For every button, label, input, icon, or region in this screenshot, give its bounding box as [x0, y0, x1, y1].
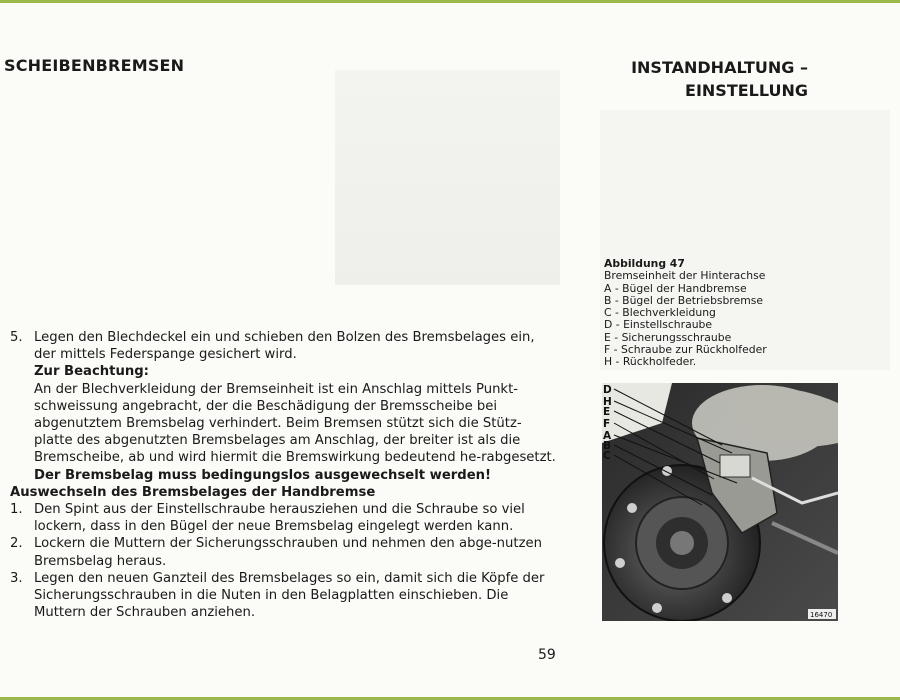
figure-caption [604, 258, 767, 369]
wheel-stud [722, 593, 732, 603]
label-h: H [603, 396, 612, 408]
list-item [10, 535, 558, 569]
wheel-stud [652, 603, 662, 613]
note-emphasis: Der Bremsbelag muss bedingungslos ausgewechselt werden! [34, 467, 492, 483]
caption-line: A - Bügel der Handbremse [604, 281, 747, 295]
caption-line: B - Bügel der Betriebsbremse [604, 293, 764, 307]
list-text: Den Spint aus der Einstellschraube herausziehen und die Schraube so viel lockern, dass in den Bügel der neue Bremsbelag eingelegt werden kann. [34, 502, 525, 535]
caption-line: E - Sicherungsschraube [604, 330, 732, 344]
section-title-right [631, 56, 808, 102]
note-heading: Zur Beachtung: [34, 364, 149, 380]
brake-pad [720, 455, 750, 477]
bleed-through-shadow [335, 70, 560, 285]
list-item-5 [10, 329, 558, 363]
label-a: A [603, 430, 612, 442]
list-text: Legen den Blechdeckel ein und schieben den Bolzen des Bremsbelages ein, der mittels Federspange gesichert wird. [34, 330, 535, 363]
caption-line: Bremseinheit der Hinterachse [604, 269, 766, 283]
list-number: 3. [10, 570, 23, 586]
caption-title: Abbildung 47 [604, 257, 685, 270]
list-text: Lockern die Muttern der Sicherungsschrauben und nehmen den abge-nutzen Bremsbelag heraus. [34, 536, 542, 569]
list-item [10, 501, 558, 535]
brake-unit-photo [602, 383, 838, 621]
section-title-right-line2: EINSTELLUNG [685, 81, 808, 100]
list-item [10, 570, 558, 622]
caption-line: H - Rückholfeder. [604, 355, 697, 369]
note-paragraph [34, 381, 558, 484]
caption-line: F - Schraube zur Rückholfeder [604, 343, 767, 357]
label-f: F [603, 418, 611, 430]
section-title-left: SCHEIBENBREMSEN [4, 56, 185, 75]
subsection-heading: Auswechseln des Bremsbelages der Handbremse [10, 484, 376, 500]
list-number: 5. [10, 330, 23, 345]
caption-line: C - Blechverkleidung [604, 306, 716, 320]
wheel-stud [615, 558, 625, 568]
body-text [10, 329, 558, 621]
label-d: D [603, 384, 612, 396]
note-text: An der Blechverkleidung der Bremseinheit ist ein Anschlag mittels Punkt-schweissung angebracht, der die Beschädigung der Bremsscheibe bei abgenutztem Bremsbelag verhindert. Beim Bremsen stützt sich die Stütz-platte des abgenutzten Bremsbelages am Anschlag, der breiter ist als die Bremscheibe, ab und wird hiermit die Bremswirkung bedeutend he-rabgesetzt. [34, 381, 556, 466]
wheel-stud [662, 466, 672, 476]
list-number: 1. [10, 502, 23, 518]
hub-center [670, 531, 694, 555]
label-e: E [603, 406, 611, 418]
list-number: 2. [10, 536, 23, 552]
caption-line: D - Einstellschraube [604, 318, 713, 332]
label-b: B [603, 440, 612, 452]
label-c: C [603, 450, 611, 462]
list-text: Legen den neuen Ganzteil des Bremsbelages so ein, damit sich die Köpfe der Sicherungsschrauben in die Nuten in den Belagplatten einschieben. Die Muttern der Schrauben anziehen. [34, 570, 545, 621]
top-border [0, 0, 900, 3]
page-number: 59 [538, 647, 556, 663]
photo-code: 16470 [810, 611, 833, 619]
wheel-stud [627, 503, 637, 513]
section-title-right-line1: INSTANDHALTUNG – [631, 58, 808, 77]
